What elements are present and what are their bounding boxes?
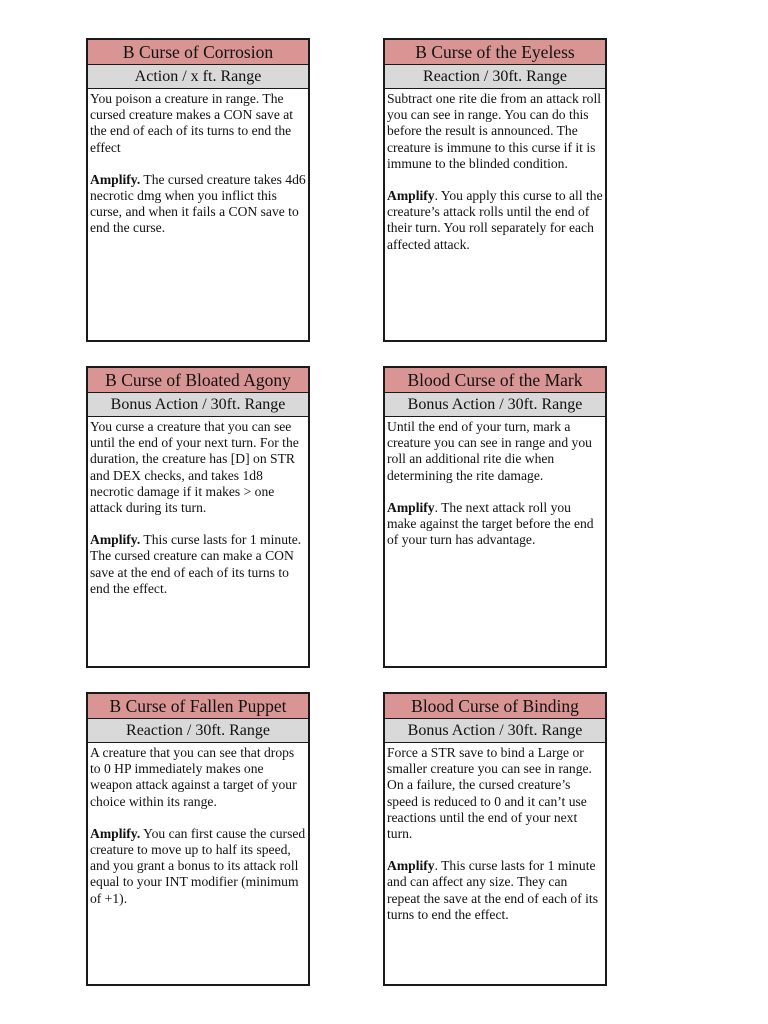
card-body: [385, 417, 605, 548]
card-subtitle: Bonus Action / 30ft. Range: [385, 719, 605, 743]
card-subtitle: Action / x ft. Range: [88, 65, 308, 89]
card-curse-of-fallen-puppet: [86, 692, 310, 986]
amplify-label: Amplify.: [90, 171, 141, 187]
card-description: You curse a creature that you can see until the end of your next turn. For the duration, the creature has [D] on STR and DEX checks, and takes 1d8 necrotic damage if it makes > one attack during its turn.: [90, 419, 299, 516]
card-title: B Curse of Corrosion: [88, 40, 308, 65]
amplify-label: Amplify.: [90, 532, 141, 548]
card-amplify: [387, 500, 603, 549]
card-body: [385, 89, 605, 253]
card-subtitle: Bonus Action / 30ft. Range: [385, 393, 605, 417]
card-curse-of-bloated-agony: [86, 366, 310, 668]
card-description: Subtract one rite die from an attack roll you can see in range. You can do this before the result is announced. The creature is immune to this curse if it is immune to the blinded condition.: [387, 91, 602, 171]
card-description: Until the end of your turn, mark a creature you can see in range and you roll an additional rite die when determining the rite damage.: [387, 419, 592, 483]
card-curse-of-the-eyeless: [383, 38, 607, 342]
card-curse-of-corrosion: [86, 38, 310, 342]
card-subtitle: Reaction / 30ft. Range: [385, 65, 605, 89]
amplify-label: Amplify: [387, 858, 435, 874]
card-description: A creature that you can see that drops to 0 HP immediately makes one weapon attack against a target of your choice within its range.: [90, 745, 297, 809]
card-amplify: [90, 172, 306, 237]
card-body: [88, 89, 308, 237]
card-subtitle: Reaction / 30ft. Range: [88, 719, 308, 743]
card-title: Blood Curse of Binding: [385, 694, 605, 719]
card-subtitle: Bonus Action / 30ft. Range: [88, 393, 308, 417]
card-description: You poison a creature in range. The cursed creature makes a CON save at the end of each of its turns to end the effect: [90, 91, 294, 155]
card-title: B Curse of Fallen Puppet: [88, 694, 308, 719]
card-amplify: [387, 858, 603, 923]
amplify-text: You can first cause the cursed creature to move up to half its speed, and you grant a bonus to its attack roll equal to your INT modifier (minimum of +1).: [90, 825, 306, 906]
amplify-text: . This curse lasts for 1 minute and can affect any size. They can repeat the save at the end of each of its turns to end the effect.: [387, 858, 598, 922]
amplify-text: The cursed creature takes 4d6 necrotic dmg when you inflict this curse, and when it fails a CON save to end the curse.: [90, 171, 306, 236]
amplify-label: Amplify.: [90, 825, 141, 841]
amplify-text: . The next attack roll you make against the target before the end of your turn has advantage.: [387, 499, 594, 548]
card-title: B Curse of the Eyeless: [385, 40, 605, 65]
amplify-text: . You apply this curse to all the creature’s attack rolls until the end of their turn. You roll separately for each affected attack.: [387, 188, 603, 252]
card-amplify: [90, 826, 306, 907]
card-blood-curse-of-binding: [383, 692, 607, 986]
card-title: B Curse of Bloated Agony: [88, 368, 308, 393]
amplify-label: Amplify: [387, 499, 435, 515]
card-body: [88, 417, 308, 597]
card-body: [88, 743, 308, 907]
card-description: Force a STR save to bind a Large or smaller creature you can see in range. On a failure, the cursed creature’s speed is reduced to 0 and it can’t use reactions until the end of your next turn.: [387, 745, 592, 842]
card-amplify: [387, 188, 603, 253]
card-blood-curse-of-the-mark: [383, 366, 607, 668]
card-amplify: [90, 532, 306, 597]
card-title: Blood Curse of the Mark: [385, 368, 605, 393]
card-body: [385, 743, 605, 923]
amplify-text: This curse lasts for 1 minute. The cursed creature can make a CON save at the end of each of its turns to end the effect.: [90, 532, 302, 596]
amplify-label: Amplify: [387, 188, 435, 204]
